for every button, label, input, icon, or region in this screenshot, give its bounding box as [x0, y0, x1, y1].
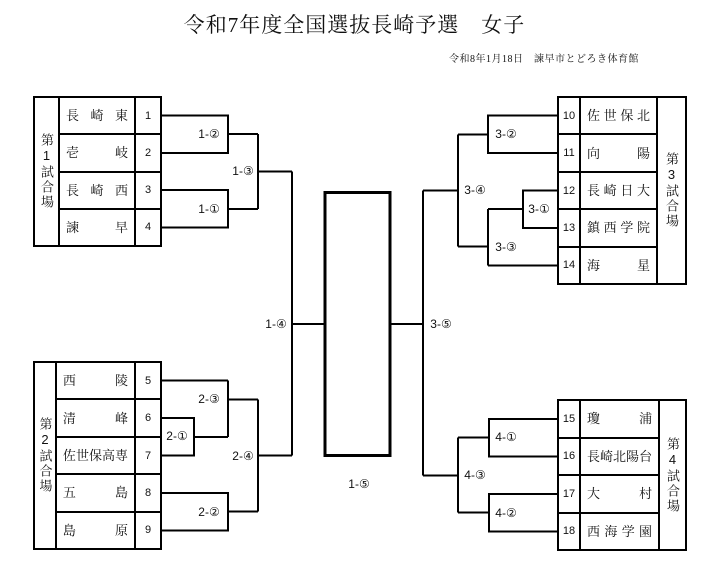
match-label-2-1: 2-①: [166, 429, 188, 443]
team-row-7: [57, 436, 160, 473]
match-label-1-5: 1-⑤: [348, 477, 370, 491]
seed-number-5: 5: [134, 363, 160, 398]
seed-number-8: 8: [134, 475, 160, 510]
court2-rows: [57, 363, 160, 548]
team-name-7: 佐 世 保 高 専: [62, 448, 128, 464]
match-label-2-3: 2-③: [198, 392, 220, 406]
court4-table: [557, 399, 687, 551]
team-name-17: 大 村: [587, 486, 653, 502]
seed-number-16: 16: [559, 439, 581, 475]
seed-number-18: 18: [559, 514, 581, 550]
seed-number-6: 6: [134, 400, 160, 435]
match-label-3-5: 3-⑤: [430, 317, 452, 331]
date-venue-text: 令和8年1月18日 諫早市とどろき体育館: [449, 54, 639, 65]
team-name-15: 瓊 浦: [587, 411, 653, 427]
team-row-8: [57, 473, 160, 510]
team-name-4: 諫 早: [66, 219, 128, 235]
seed-number-11: 11: [559, 135, 581, 170]
court3-venue-label: [656, 98, 685, 283]
team-name-3: 長 崎 西: [66, 182, 128, 198]
match-label-1-1: 1-①: [198, 202, 220, 216]
team-row-4: [60, 208, 160, 245]
court2-venue-text: 第2試合場: [37, 417, 53, 494]
team-row-3: [60, 171, 160, 208]
team-row-15: [559, 401, 658, 437]
team-row-17: [559, 474, 658, 512]
team-name-14: 海 星: [587, 257, 650, 273]
team-row-6: [57, 398, 160, 435]
seed-number-4: 4: [134, 210, 160, 245]
court4-rows: [559, 401, 658, 549]
seed-number-1: 1: [134, 98, 160, 133]
court1-venue-text: 第1試合場: [39, 133, 54, 210]
seed-number-3: 3: [134, 173, 160, 208]
team-name-8: 五 島: [62, 485, 128, 501]
team-name-5: 西 陵: [62, 373, 128, 389]
team-name-6: 清 峰: [62, 410, 128, 426]
seed-number-17: 17: [559, 476, 581, 512]
team-name-1: 長 崎 東: [66, 108, 128, 124]
team-row-10: [559, 98, 656, 133]
seed-number-10: 10: [559, 98, 581, 133]
court4-venue-text: 第4試合場: [665, 436, 681, 514]
team-row-14: [559, 246, 656, 283]
seed-number-7: 7: [134, 438, 160, 473]
match-label-4-1: 4-①: [495, 430, 517, 444]
court1-table: [33, 96, 162, 247]
page-title: 令和7年度全国選抜長崎予選 女子: [183, 13, 526, 37]
match-label-1-2: 1-②: [198, 127, 220, 141]
court3-table: [557, 96, 687, 285]
team-name-12: 長 崎 日 大: [587, 183, 650, 199]
seed-number-15: 15: [559, 401, 581, 437]
team-row-1: [60, 98, 160, 133]
team-name-2: 壱 岐: [66, 145, 128, 161]
seed-number-14: 14: [559, 248, 581, 283]
seed-number-13: 13: [559, 210, 581, 245]
match-label-3-4: 3-④: [464, 183, 486, 197]
match-label-2-2: 2-②: [198, 505, 220, 519]
team-name-16: 長 崎 北 陽 台: [587, 448, 653, 464]
court3-venue-text: 第3試合場: [664, 152, 679, 229]
team-row-18: [559, 512, 658, 550]
team-row-11: [559, 133, 656, 170]
court1-rows: [60, 98, 160, 245]
court1-venue-label: [35, 98, 60, 245]
team-row-9: [57, 511, 160, 548]
team-name-11: 向 陽: [587, 145, 650, 161]
court4-venue-label: [658, 401, 685, 549]
team-name-9: 島 原: [62, 522, 128, 538]
match-label-4-2: 4-②: [495, 506, 517, 520]
team-row-5: [57, 363, 160, 398]
match-label-3-1: 3-①: [528, 202, 550, 216]
bracket-court3-lines: [390, 116, 557, 476]
seed-number-2: 2: [134, 135, 160, 170]
match-label-1-4: 1-④: [265, 317, 287, 331]
team-name-18: 西 海 学 園: [587, 523, 653, 539]
team-name-10: 佐 世 保 北: [587, 108, 650, 124]
court2-table: [33, 361, 162, 550]
seed-number-12: 12: [559, 173, 581, 208]
team-row-2: [60, 133, 160, 170]
match-label-1-3: 1-③: [232, 164, 254, 178]
court3-rows: [559, 98, 656, 283]
match-label-4-3: 4-③: [464, 468, 486, 482]
team-row-13: [559, 208, 656, 245]
team-name-13: 鎮 西 学 院: [587, 220, 650, 236]
bracket-court4-lines: [423, 419, 557, 532]
final-match-box: [325, 193, 390, 456]
match-label-3-3: 3-③: [495, 240, 517, 254]
match-label-2-4: 2-④: [232, 449, 254, 463]
court2-venue-label: [35, 363, 57, 548]
seed-number-9: 9: [134, 513, 160, 548]
team-row-12: [559, 171, 656, 208]
bracket-court2-lines: [162, 381, 292, 531]
team-row-16: [559, 437, 658, 475]
match-label-3-2: 3-②: [495, 127, 517, 141]
